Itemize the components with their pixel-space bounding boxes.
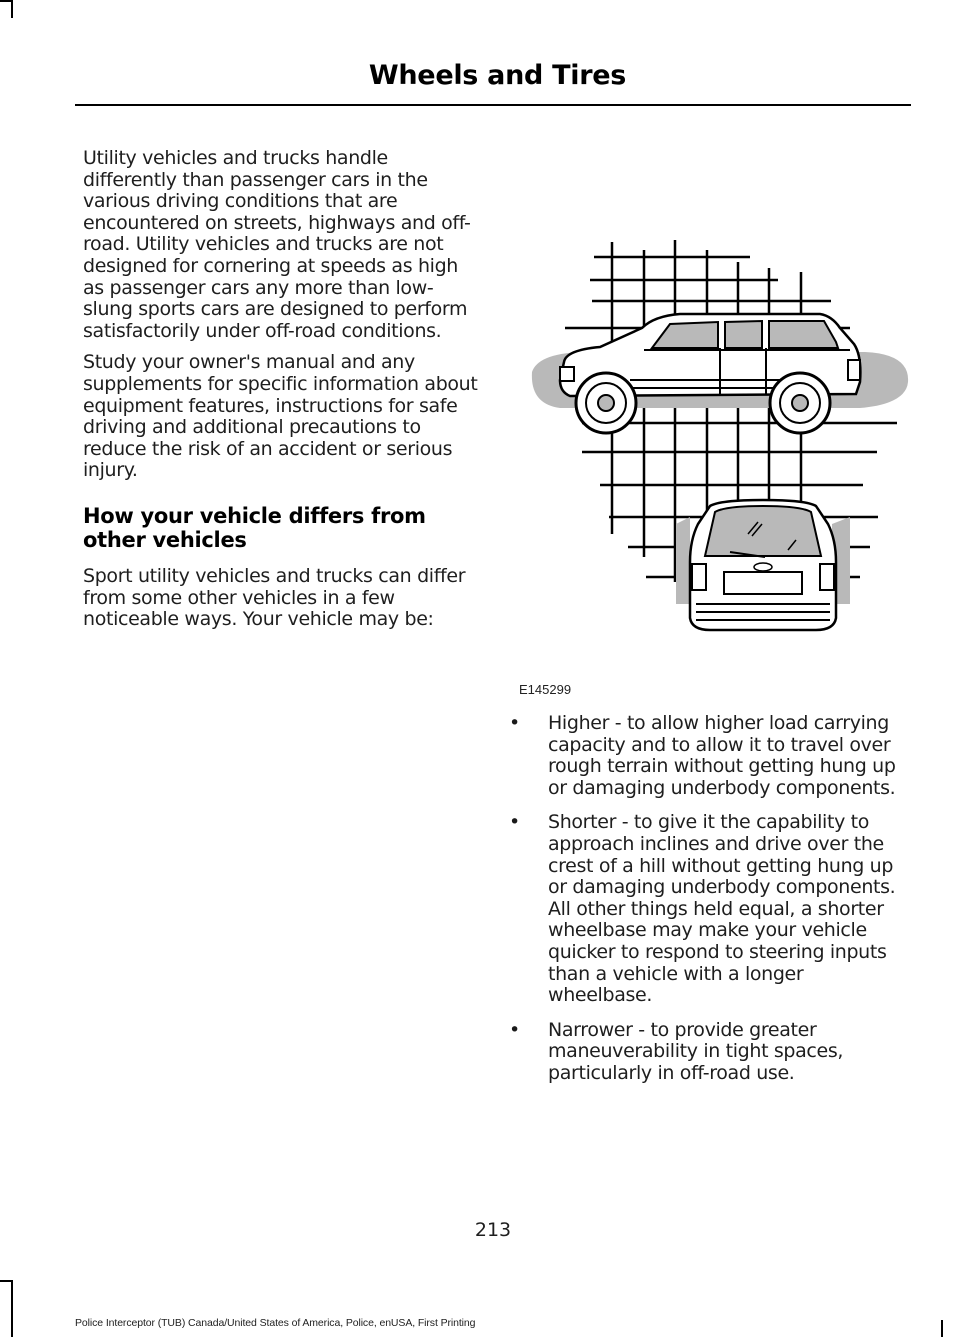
bullet-marker: • [509,811,521,834]
crop-mark [11,1280,13,1337]
manual-paragraph: Study your owner's manual and any supplements for specific information about equipment features, instructions for safe driving and additional precautions to reduce the risk of an accident or serious injury. [83,351,478,482]
bullet-list [506,713,911,1098]
list-item [506,1020,911,1085]
crop-mark [941,1320,943,1337]
page-number: 213 [474,1219,512,1241]
section-heading: How your vehicle differs from other vehicles [83,503,426,552]
crop-mark [11,0,13,18]
page-title: Wheels and Tires [368,60,626,91]
bullet-marker: • [509,712,521,734]
left-column [83,148,478,641]
bullet-text-narrower: Narrower - to provide greater maneuverability in tight spaces, particularly in off-road use. [548,1018,844,1084]
suv-illustration [520,232,912,680]
intro-paragraph: Utility vehicles and trucks handle differently than passenger cars in the various driving conditions that are encountered on streets, highways and off-road. Utility vehicles and trucks are not designed for cornering at speeds as high as passenger cars any more than low-slung sports cars are designed to perform satisfactorily under off-road conditions. [83,147,471,342]
header-divider [75,104,911,106]
footer-printing-info: Police Interceptor (TUB) Canada/United States of America, Police, enUSA, First Printing [75,1317,476,1329]
bullet-text-shorter: Shorter - to give it the capability to approach inclines and drive over the crest of a hill without getting hung up or damaging underbody components. All other things held equal, a shorter wheelbase may make your vehicle quicker to respond to steering inputs than a vehicle with a longer wheelbase. [548,811,896,1007]
section-paragraph: Sport utility vehicles and trucks can differ from some other vehicles in a few noticeable ways. Your vehicle may be: [83,564,466,631]
bullet-marker: • [509,1018,521,1041]
bullet-text-higher: Higher - to allow higher load carrying capacity and to allow it to travel over rough terrain without getting hung up or damaging underbody components. [548,712,896,799]
list-item [506,713,911,799]
list-item [506,812,911,1006]
crop-mark [0,0,11,2]
suv-side-view-icon [532,314,908,433]
suv-rear-view-icon [676,500,850,630]
figure-id-label: E145299 [519,682,572,697]
